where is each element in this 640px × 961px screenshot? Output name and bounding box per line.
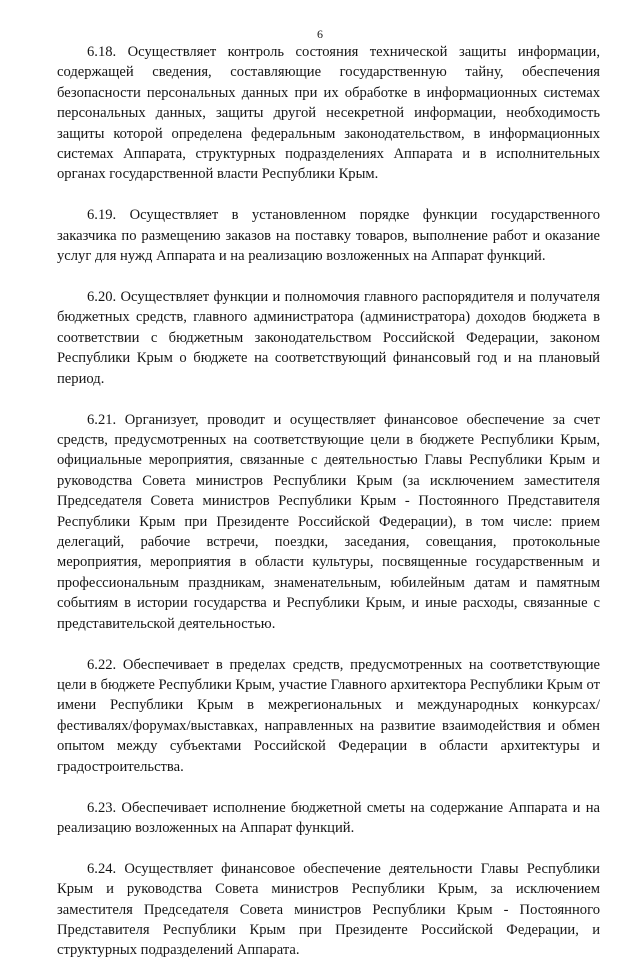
page-number: 6	[317, 27, 323, 41]
paragraph-6-18: 6.18. Осуществляет контроль состояния технической защиты информации, содержащей сведения, составляющие государственную тайну, обеспечения безопасности персональных данных при их обработке в информационных системах персональных данных, защиты другой несекретной информации, необходимость защиты которой определена федеральным законодательством, в информационных системах Аппарата, структурных подразделениях Аппарата и в исполнительных органах государственной власти Республики Крым.	[57, 44, 600, 183]
paragraph-6-19: 6.19. Осуществляет в установленном порядке функции государственного заказчика по размещению заказов на поставку товаров, выполнение работ и оказание услуг для нужд Аппарата и на реализацию возложенных на Аппарат функций.	[57, 207, 600, 265]
document-body	[57, 42, 600, 961]
paragraph-6-22: 6.22. Обеспечивает в пределах средств, предусмотренных на соответствующие цели в бюджете Республики Крым, участие Главного архитектора Республики Крым от имени Республики Крым в межрегиональных и международных конкурсах/фестивалях/форумах/выставках, направленных на развитие взаимодействия и обмен опытом между субъектами Российской Федерации в области архитектуры и градостроительства.	[57, 656, 600, 775]
paragraph-6-23: 6.23. Обеспечивает исполнение бюджетной сметы на содержание Аппарата и на реализацию возложенных на Аппарат функций.	[57, 799, 600, 836]
paragraph-6-21: 6.21. Организует, проводит и осуществляет финансовое обеспечение за счет средств, предусмотренных на соответствующие цели в бюджете Республики Крым, официальные мероприятия, связанные с деятельностью Главы Республики Крым и руководства Совета министров Республики Крым (за исключением заместителя Председателя Совета министров Республики Крым - Постоянного Представителя Республики Крым при Президенте Российской Федерации), в том числе: прием делегаций, рабочие встречи, поездки, заседания, совещания, протокольные мероприятия, мероприятия в области культуры, посвященные государственным и профессиональным праздникам, знаменательным, юбилейным датам и памятным событиям в истории государства и Республики Крым, и иные расходы, связанные с представительской деятельностью.	[57, 411, 600, 632]
paragraph-6-20: 6.20. Осуществляет функции и полномочия главного распорядителя и получателя бюджетных средств, главного администратора (администратора) доходов бюджета в соответствии с бюджетным законодательством Российской Федерации, законом Республики Крым о бюджете на соответствующий финансовый год и на плановый период.	[57, 289, 600, 387]
paragraph-6-24: 6.24. Осуществляет финансовое обеспечение деятельности Главы Республики Крым и руководства Совета министров Республики Крым, за исключением заместителя Председателя Совета министров Республики Крым - Постоянного Представителя Республики Крым при Президенте Российской Федерации, и структурных подразделений Аппарата.	[57, 860, 600, 959]
